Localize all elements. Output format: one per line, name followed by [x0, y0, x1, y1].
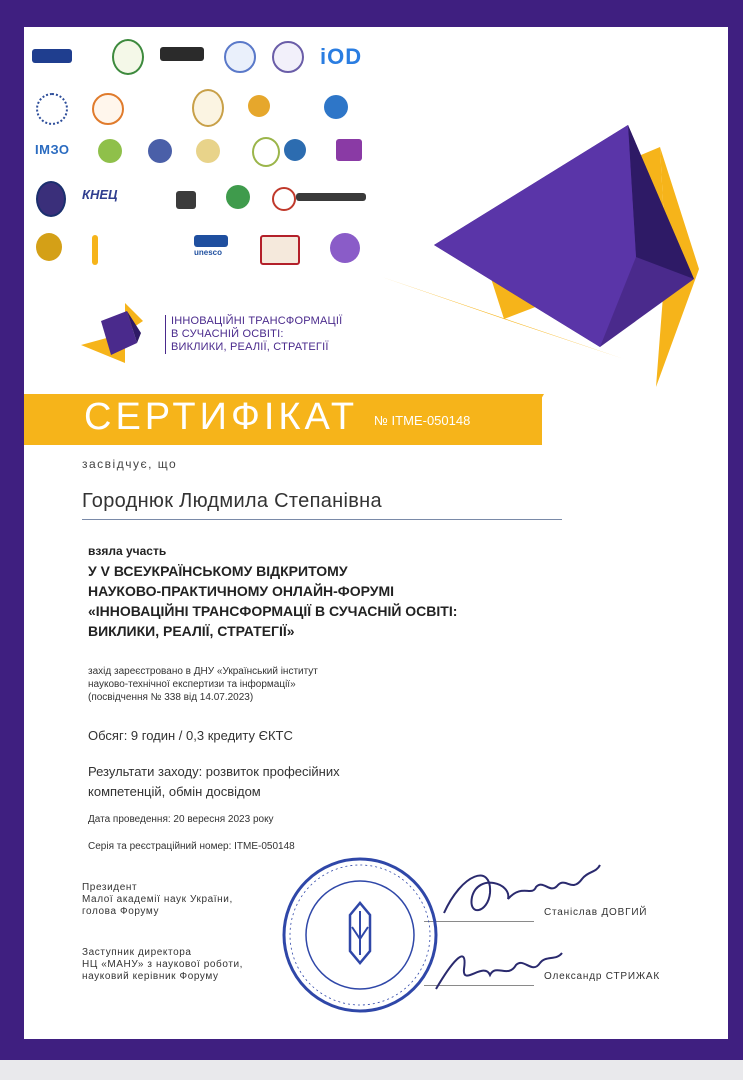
health-institute-logo: [248, 95, 270, 117]
banner-notch: [514, 394, 544, 445]
signatory-name-1: Станіслав ДОВГИЙ: [544, 907, 648, 918]
certificate-paper: [24, 27, 728, 1039]
official-stamp-icon: [280, 855, 440, 1015]
event-title: У V ВСЕУКРАЇНСЬКОМУ ВІДКРИТОМУ НАУКОВО-ПРАКТИЧНОМУ ОНЛАЙН-ФОРУМІ «ІННОВАЦІЙНІ ТРАНСФОРМАЦІЇ В СУЧАСНІЙ ОСВІТІ: ВИКЛИКИ, РЕАЛІЇ, СТРАТЕГІЇ»: [88, 563, 458, 639]
pedagogy-institute-logo: [92, 93, 124, 125]
book-logo: [336, 139, 362, 161]
results-text: Результати заходу: розвиток професійних компетенцій, обмін досвідом: [88, 764, 340, 799]
earth-globe-logo: [226, 185, 250, 209]
unesco-logo: unesco: [194, 248, 223, 257]
signature-2-icon: [428, 935, 568, 999]
academy-emblem-logo: [192, 89, 224, 127]
wreath-logo: [252, 137, 280, 167]
vocational-institute-text: [296, 193, 366, 201]
event-date: Дата проведення: 20 вересня 2023 року: [88, 814, 274, 825]
knec-logo: КНЕЦ: [82, 187, 118, 202]
emergency-service-logo: [36, 233, 62, 261]
hero-cube-icon: [374, 97, 704, 427]
partner-logos: [24, 27, 384, 287]
recipient-name: Городнюк Людмила Степанівна: [82, 490, 382, 512]
leaf-logo: [98, 139, 122, 163]
globe-light-logo: [196, 139, 220, 163]
cog-logo: [284, 139, 306, 161]
colorful-seal-logo: [330, 233, 360, 263]
academy-seal-logo: [224, 41, 256, 73]
name-underline: [82, 519, 562, 520]
iod-logo: iOD: [320, 44, 363, 69]
certificate-number: № ITME-050148: [374, 413, 471, 428]
gear-seal-logo: [36, 93, 68, 125]
participated-label: взяла участь: [88, 544, 167, 558]
unesco-mark-logo: [194, 235, 228, 247]
red-frame-logo: [260, 235, 300, 265]
signatory-role-1: Президент Малої академії наук України, голова Форуму: [82, 882, 233, 917]
women-union-logo: [324, 95, 348, 119]
signature-1-icon: [432, 853, 602, 929]
public-org-logo: [176, 191, 196, 209]
volume-text: Обсяг: 9 годин / 0,3 кредиту ЄКТС: [88, 728, 293, 743]
research-center-logo: [92, 235, 98, 265]
serial-number: Серія та реєстраційний номер: ITME-050148: [88, 841, 295, 852]
certifies-label: засвідчує, що: [82, 457, 178, 471]
imzo-logo: ІМЗО: [35, 142, 70, 157]
institute-seal-logo: [272, 41, 304, 73]
signatory-name-2: Олександр СТРИЖАК: [544, 971, 660, 982]
registration-note: захід зареєстровано в ДНУ «Український інститут науково-технічної експертизи та інформації» (посвідчення № 338 від 14.07.2023): [88, 666, 318, 703]
signatory-role-2: Заступник директора НЦ «МАНУ» з наукової роботи, науковий керівник Форуму: [82, 947, 244, 982]
unesco-chair-logo: [160, 47, 204, 61]
university-crest-logo: [112, 39, 144, 75]
swirl-logo: [148, 139, 172, 163]
university-shield-logo: [36, 181, 66, 217]
certificate-title: СЕРТИФІКАТ: [84, 396, 359, 438]
vocational-institute-logo: [272, 187, 296, 211]
forum-cube-icon: [81, 303, 153, 367]
forum-title: ІННОВАЦІЙНІ ТРАНСФОРМАЦІЇ В СУЧАСНІЙ ОСВІТІ: ВИКЛИКИ, РЕАЛІЇ, СТРАТЕГІЇ: [165, 315, 342, 354]
ministry-logo: [32, 49, 72, 63]
